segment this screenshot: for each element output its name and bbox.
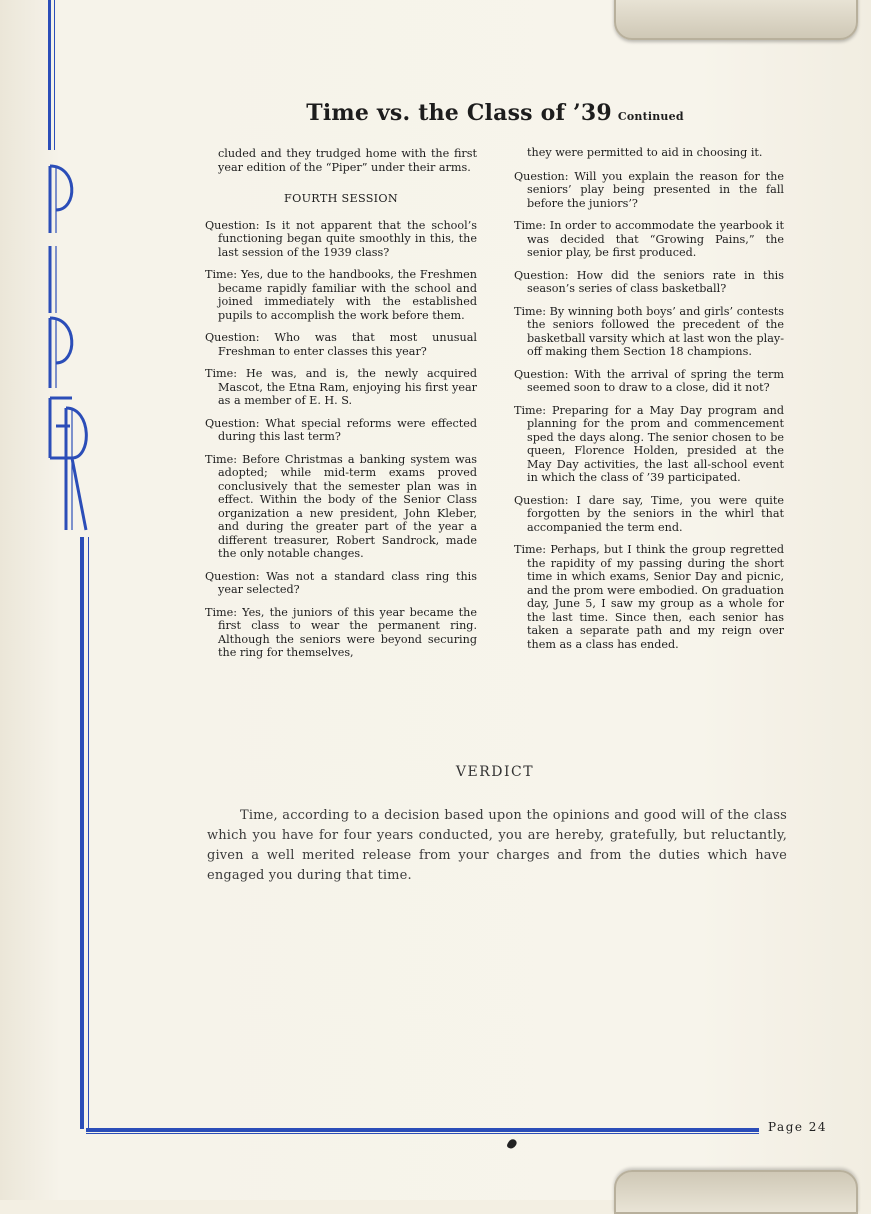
right-intro: they were permitted to aid in choosing it.: [527, 146, 763, 159]
dialogue-paragraph: Time: Yes, due to the handbooks, the Freshmen became rapidly familiar with the school and joined immediately with the established pupils to accomplish the work before them.: [205, 268, 477, 322]
dialogue-paragraph: Time: In order to accommodate the yearbook it was decided that “Growing Pains,” the senior play, be first produced.: [514, 219, 784, 259]
title-continued: Continued: [617, 110, 684, 123]
dialogue-paragraph: Question: I dare say, Time, you were quite forgotten by the seniors in the whirl that accompanied the term end.: [514, 493, 784, 534]
right-column: [514, 146, 784, 660]
dialogue-paragraph: Time: Yes, the juniors of this year became the first class to wear the permanent ring. Although the seniors were beyond securing the ring for themselves,: [205, 605, 477, 659]
page-number: Page 24: [768, 1120, 828, 1134]
blue-border-rule-top-thin: [54, 0, 55, 150]
blue-border-rule-bottom-thin: [86, 1133, 759, 1134]
blue-border-rule-top: [48, 0, 51, 150]
dialogue-paragraph: Time: He was, and is, the newly acquired Mascot, the Etna Ram, enjoying his first year as a member of E. H. S.: [205, 367, 477, 407]
blue-border-rule-bottom: [86, 1128, 759, 1132]
dialogue-paragraph: Time: Preparing for a May Day program and planning for the prom and commencement sped the days along. The senior chosen to be queen, Florence Holden, presided at the May Day activities, the last all-school event in which the class of ’39 participated.: [514, 403, 784, 484]
dialogue-paragraph: Question: With the arrival of spring the term seemed soon to draw to a close, did it not?: [514, 367, 784, 394]
dialogue-paragraph: Question: Who was that most unusual Freshman to enter classes this year?: [205, 331, 477, 358]
blue-border-rule-left: [80, 537, 84, 1129]
page-tab-top: [614, 0, 858, 40]
dialogue-paragraph: Time: Perhaps, but I think the group regretted the rapidity of my passing during the short time in which exams, Senior Day and picnic, and the prom were embodied. On graduation day, June 5, I saw my group as a whole for the last time. Since then, each senior has taken a separate path and my reign over them as a class has ended.: [514, 543, 784, 651]
left-intro: cluded and they trudged home with the first year edition of the “Piper” under their arms.: [218, 147, 477, 174]
verdict-text: Time, according to a decision based upon the opinions and good will of the class which you have for four years conducted, you are hereby, gratefully, but reluctantly, given a well merited release from your charges and from the duties which have engaged you during that time.: [207, 808, 787, 883]
dialogue-paragraph: Question: Was not a standard class ring this year selected?: [205, 569, 477, 596]
section-heading: FOURTH SESSION: [284, 192, 398, 205]
dialogue-paragraph: Question: Will you explain the reason for the seniors’ play being presented in the fall before the juniors’?: [514, 169, 784, 210]
verdict-heading: VERDICT: [455, 764, 535, 780]
piper-logo-graphic: [30, 158, 100, 538]
dialogue-paragraph: Question: Is it not apparent that the school’s functioning began quite smoothly in this, the last session of the 1939 class?: [205, 218, 477, 259]
blue-border-rule-left-thin: [88, 537, 89, 1129]
page-tab-bottom: [614, 1170, 858, 1214]
dialogue-paragraph: Question: What special reforms were effected during this last term?: [205, 416, 477, 443]
dialogue-paragraph: Question: How did the seniors rate in this season’s series of class basketball?: [514, 268, 784, 295]
piper-masthead-logo: [30, 158, 100, 538]
dialogue-paragraph: Time: Before Christmas a banking system was adopted; while mid-term exams proved conclusively that the semester plan was in effect. Within the body of the Senior Class organization a new president, John Kleber, and during the greater part of the year a different treasurer, Robert Sandrock, made the only notable changes.: [205, 452, 477, 560]
page-title: [200, 100, 790, 126]
title-text: Time vs. the Class of ’39: [306, 100, 612, 126]
left-column: [205, 147, 477, 669]
dialogue-paragraph: Time: By winning both boys’ and girls’ contests the seniors followed the precedent of the basketball varsity which at last won the play-off making them Section 18 champions.: [514, 304, 784, 358]
ink-speck: [506, 1138, 518, 1151]
